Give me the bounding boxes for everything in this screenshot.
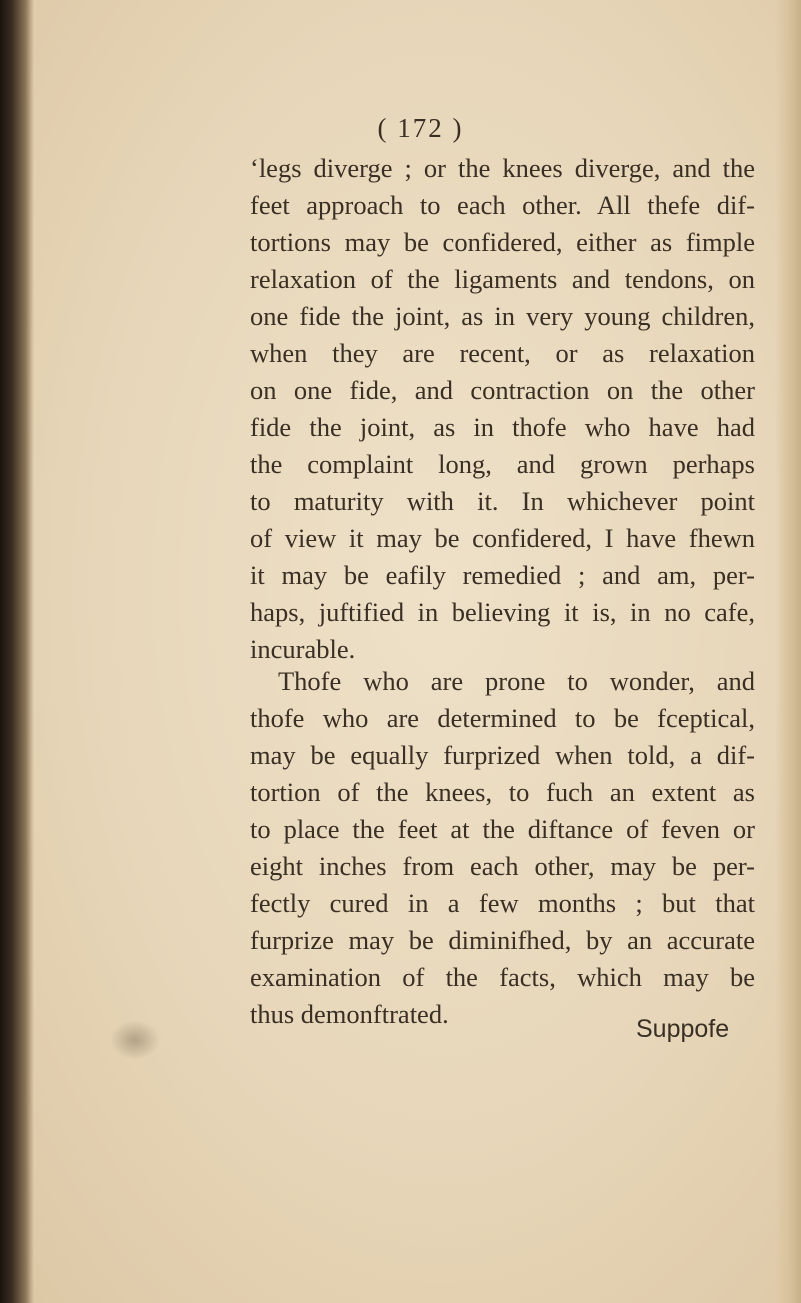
text-line: tortions may be confidered, either as fimple — [250, 227, 755, 257]
text-line: furprize may be diminifhed, by an accurate — [250, 925, 755, 955]
ink-smudge — [110, 1020, 160, 1060]
text-line: to maturity with it. In whichever point — [250, 486, 755, 516]
text-line: it may be eafily remedied ; and am, per- — [250, 560, 755, 590]
text-line: the complaint long, and grown perhaps — [250, 449, 755, 479]
text-line: to place the feet at the diftance of feven or — [250, 814, 755, 844]
text-line: thofe who are determined to be fceptical, — [250, 703, 755, 733]
text-line: may be equally furprized when told, a dif- — [250, 740, 755, 770]
text-line: thus demonftrated. — [250, 999, 449, 1029]
text-line: Thofe who are prone to wonder, and — [278, 666, 755, 696]
book-binding-shadow — [0, 0, 34, 1303]
page-header — [0, 113, 801, 144]
text-line: of view it may be confidered, I have fhewn — [250, 523, 755, 553]
catchword: Suppofe — [636, 1015, 730, 1043]
text-line: fectly cured in a few months ; but that — [250, 888, 755, 918]
text-line: tortion of the knees, to fuch an extent as — [250, 777, 755, 807]
text-line: when they are recent, or as relaxation — [250, 338, 755, 368]
text-line: fide the joint, as in thofe who have had — [250, 412, 755, 442]
text-line: haps, juftified in believing it is, in no cafe, — [250, 597, 755, 627]
text-line: feet approach to each other. All thefe dif- — [250, 190, 755, 220]
paragraph-2 — [250, 663, 755, 1033]
text-line: eight inches from each other, may be per- — [250, 851, 755, 881]
text-line: relaxation of the ligaments and tendons, on — [250, 264, 755, 294]
page-number: ( 172 ) — [377, 113, 464, 143]
text-line: incurable. — [250, 634, 356, 664]
text-line: on one fide, and contraction on the other — [250, 375, 755, 405]
paragraph-1 — [250, 150, 755, 668]
page-edge — [775, 0, 801, 1303]
text-line: ‘legs diverge ; or the knees diverge, and the — [250, 153, 755, 183]
text-line: one fide the joint, as in very young children, — [250, 301, 755, 331]
text-line: examination of the facts, which may be — [250, 962, 755, 992]
